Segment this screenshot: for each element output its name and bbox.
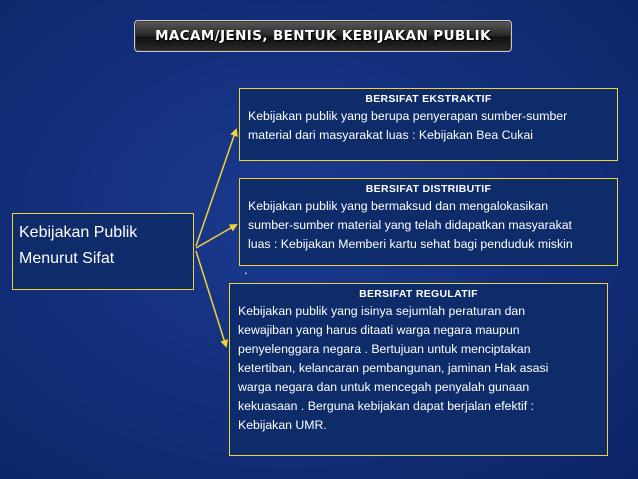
branch-box-distributif (239, 178, 618, 266)
branch-line: warga negara dan untuk mencegah penyalah gunaan (238, 380, 530, 394)
arrow-to-regulatif (196, 251, 226, 346)
branch-line: Kebijakan publik yang isinya sejumlah peraturan dan (238, 304, 526, 318)
distributif-trailing-dot: . (244, 262, 248, 277)
source-box (12, 213, 194, 290)
branch-line: kekuasaan . Berguna kebijakan dapat berjalan efektif : (238, 399, 535, 413)
branch-line: kewajiban yang harus ditaati warga negara maupun (238, 323, 520, 337)
slide-title: MACAM/JENIS, BENTUK KEBIJAKAN PUBLIK (155, 28, 491, 44)
branch-heading-distributif: BERSIFAT DISTRIBUTIF (365, 183, 492, 195)
branch-line: sumber-sumber material yang telah didapatkan masyarakat (248, 218, 572, 232)
branch-line: penyelenggara negara . Bertujuan untuk menciptakan (238, 342, 531, 356)
branch-line: material dari masyarakat luas : Kebijakan Bea Cukai (248, 128, 534, 142)
branch-box-regulatif (229, 283, 608, 456)
branch-line: luas : Kebijakan Memberi kartu sehat bagi penduduk miskin (248, 237, 573, 251)
source-line-2: Menurut Sifat (19, 250, 115, 267)
branch-box-ekstraktif (239, 88, 618, 161)
branch-line: Kebijakan UMR. (238, 418, 327, 432)
branch-line: Kebijakan publik yang bermaksud dan mengalokasikan (248, 199, 549, 213)
source-line-1: Kebijakan Publik (19, 224, 138, 241)
branch-heading-ekstraktif: BERSIFAT EKSTRAKTIF (365, 93, 492, 105)
branch-line: Kebijakan publik yang berupa penyerapan sumber-sumber (248, 109, 568, 123)
branch-line: ketertiban, kelancaran pembangunan, jaminan Hak asasi (238, 361, 549, 375)
branch-heading-regulatif: BERSIFAT REGULATIF (359, 288, 478, 300)
